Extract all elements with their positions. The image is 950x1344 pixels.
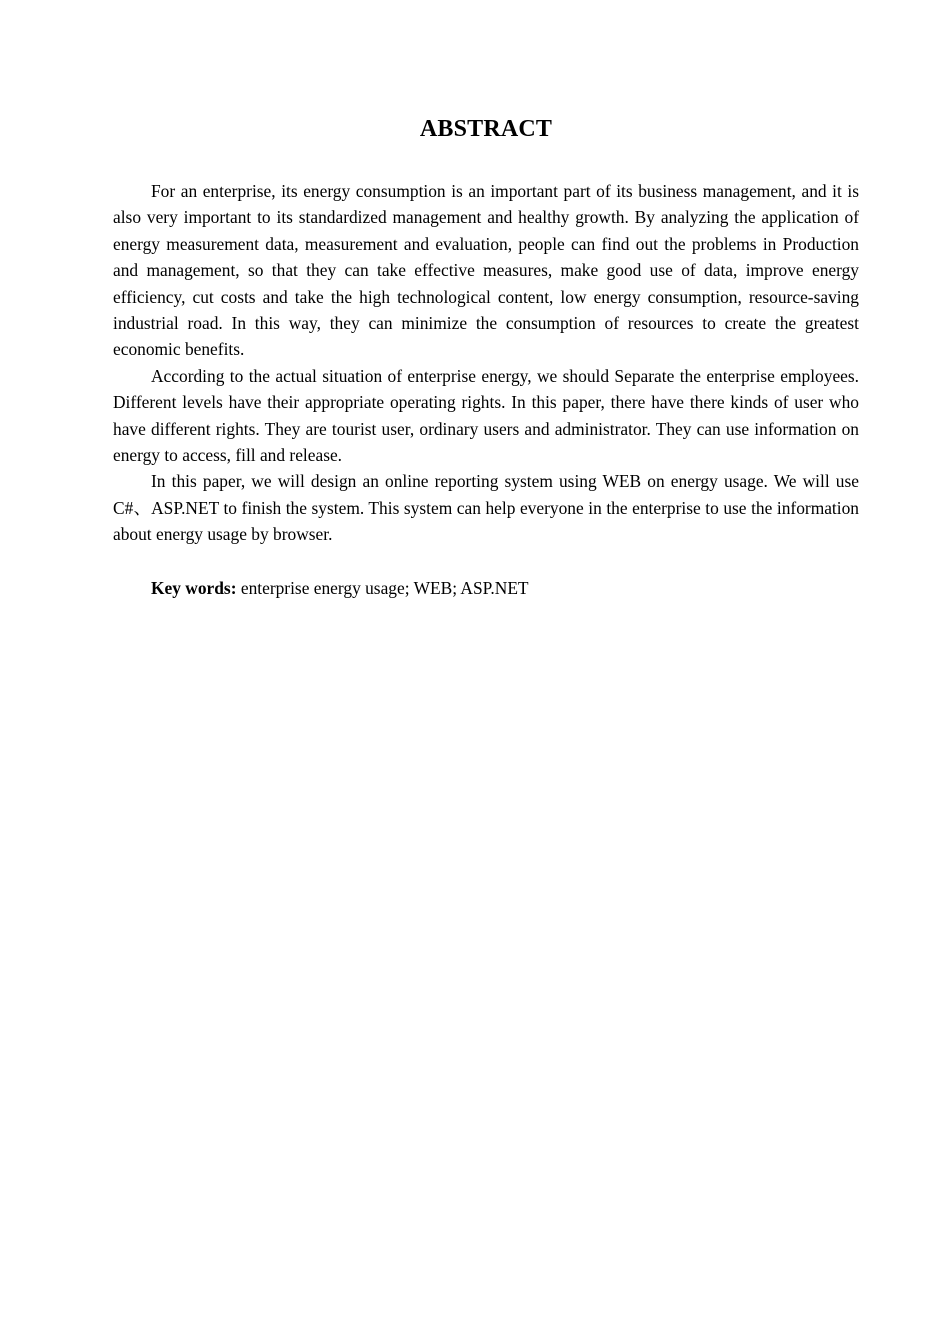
abstract-paragraph-1: For an enterprise, its energy consumption is an important part of its business management, and it is also very important to its standardized management and healthy growth. By analyzing the application of energy measurement data, measurement and evaluation, people can find out the problems in Production and management, so that they can take effective measures, make good use of data, improve energy efficiency, cut costs and take the high technological content, low energy consumption, resource-saving industrial road. In this way, they can minimize the consumption of resources to create the greatest economic benefits. — [113, 181, 859, 360]
abstract-body — [113, 178, 859, 548]
abstract-paragraph-3: In this paper, we will design an online reporting system using WEB on energy usage. We will use C#、ASP.NET to finish the system. This system can help everyone in the enterprise to use the information about energy usage by browser. — [113, 471, 859, 545]
abstract-title: ABSTRACT — [419, 116, 553, 142]
keywords-value: enterprise energy usage; WEB; ASP.NET — [240, 578, 529, 598]
abstract-paragraph-2: According to the actual situation of enterprise energy, we should Separate the enterprise employees. Different levels have their appropriate operating rights. In this paper, there have there kinds of user who have different rights. They are tourist user, ordinary users and administrator. They can use information on energy to access, fill and release. — [113, 365, 859, 466]
keywords-label: Key words: — [151, 578, 237, 598]
keywords-line — [151, 575, 859, 601]
